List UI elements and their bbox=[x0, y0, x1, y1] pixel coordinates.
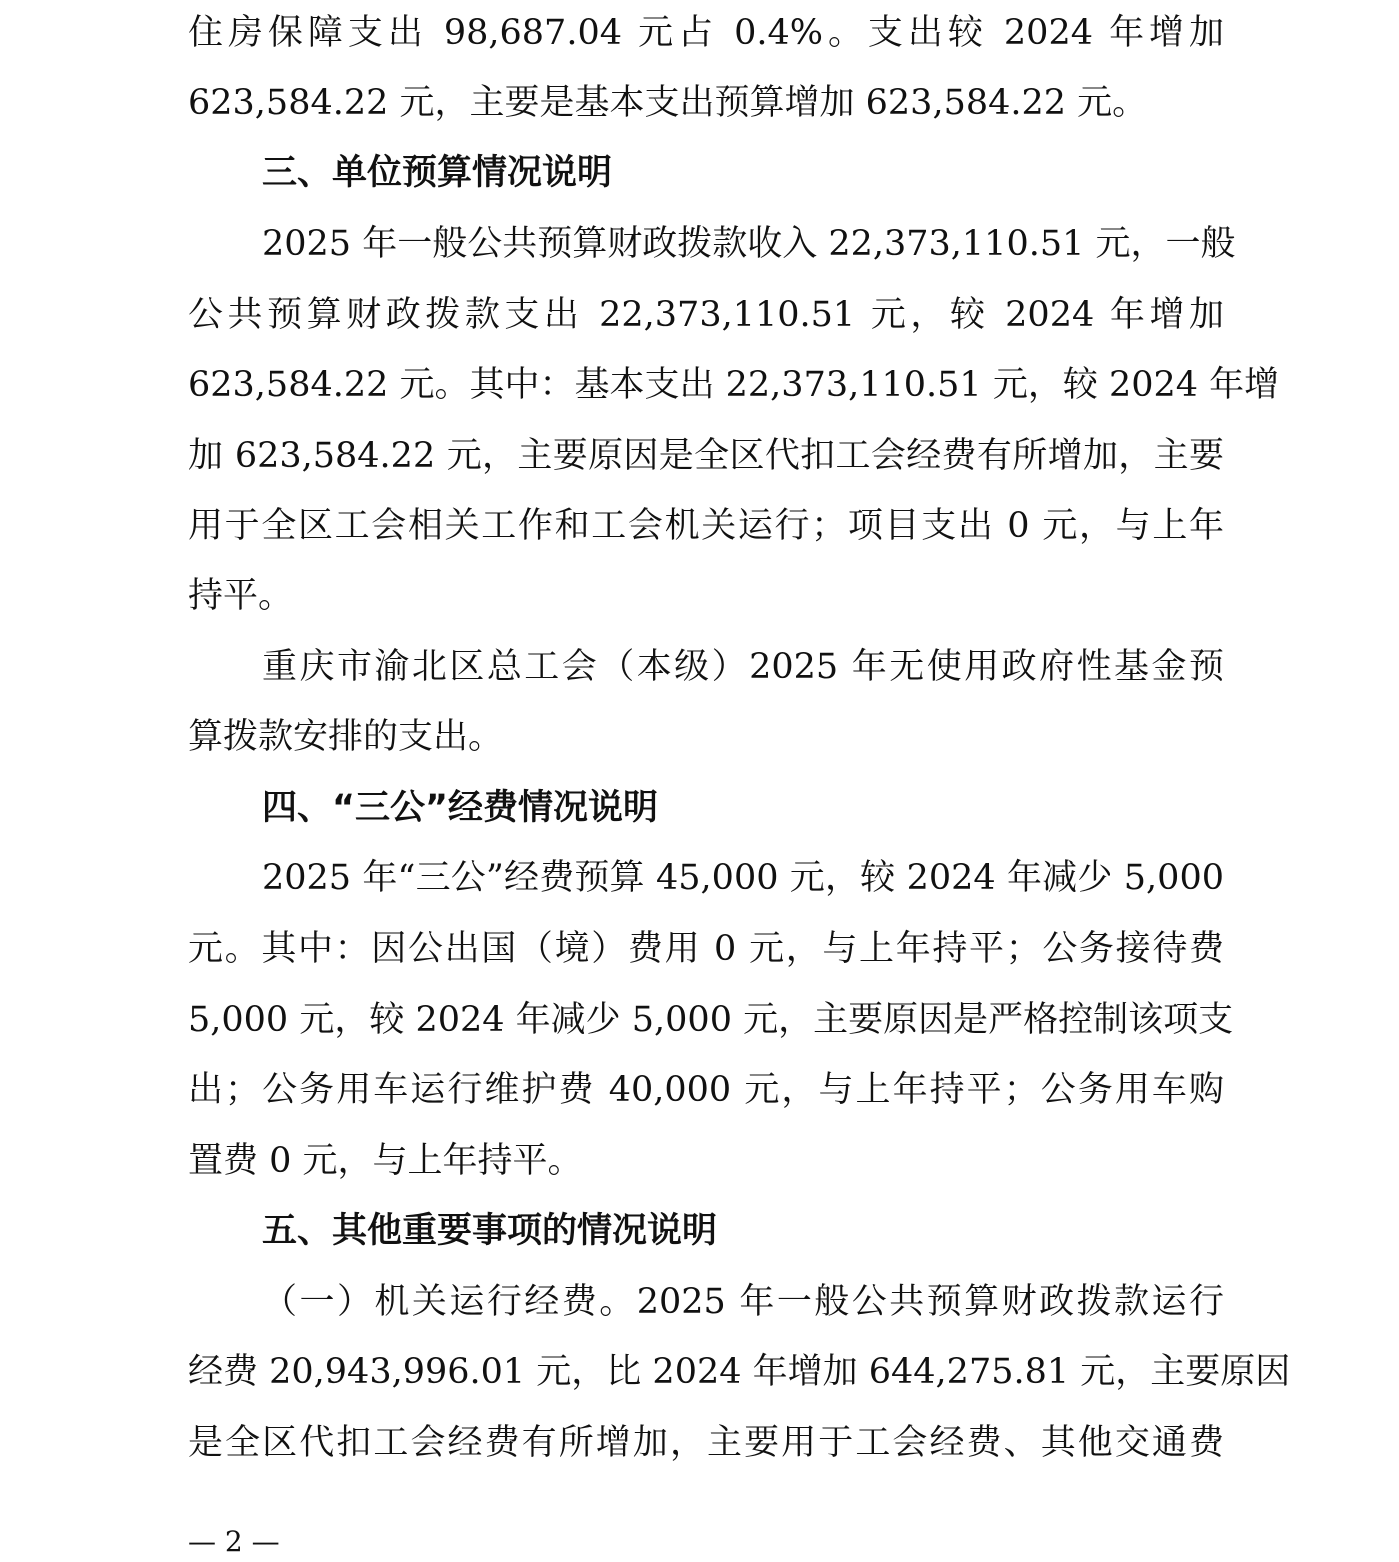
paragraph-line: 2025 年“三公”经费预算 45,000 元，较 2024 年减少 5,000 bbox=[262, 858, 1224, 898]
section-heading-unit-budget: 三、单位预算情况说明 bbox=[262, 153, 613, 193]
paragraph-line: 5,000 元，较 2024 年减少 5,000 元，主要原因是严格控制该项支 bbox=[188, 1000, 1234, 1040]
paragraph-line: 住房保障支出 98,687.04 元占 0.4%。支出较 2024 年增加 bbox=[188, 13, 1224, 53]
page-number: — 2 — bbox=[188, 1525, 280, 1558]
paragraph-line: 公共预算财政拨款支出 22,373,110.51 元，较 2024 年增加 bbox=[188, 295, 1224, 335]
paragraph-line: 经费 20,943,996.01 元，比 2024 年增加 644,275.81 元，主要原因 bbox=[188, 1352, 1291, 1392]
paragraph-line: 2025 年一般公共预算财政拨款收入 22,373,110.51 元，一般 bbox=[262, 224, 1236, 264]
paragraph-line: 加 623,584.22 元，主要原因是全区代扣工会经费有所增加，主要 bbox=[188, 436, 1224, 476]
paragraph-line: 是全区代扣工会经费有所增加，主要用于工会经费、其他交通费 bbox=[188, 1423, 1224, 1463]
paragraph-line: 算拨款安排的支出。 bbox=[188, 717, 504, 757]
paragraph-line: 重庆市渝北区总工会（本级）2025 年无使用政府性基金预 bbox=[262, 647, 1224, 687]
paragraph-line: 元。其中：因公出国（境）费用 0 元，与上年持平；公务接待费 bbox=[188, 929, 1224, 969]
paragraph-line: 623,584.22 元，主要是基本支出预算增加 623,584.22 元。 bbox=[188, 83, 1148, 123]
paragraph-line: 623,584.22 元。其中：基本支出 22,373,110.51 元，较 2024 年增 bbox=[188, 365, 1280, 405]
section-heading-other-matters: 五、其他重要事项的情况说明 bbox=[262, 1211, 718, 1251]
paragraph-line: 持平。 bbox=[188, 576, 294, 616]
section-heading-three-public-expenses: 四、“三公”经费情况说明 bbox=[262, 788, 659, 828]
paragraph-line: 置费 0 元，与上年持平。 bbox=[188, 1141, 583, 1181]
paragraph-line: （一）机关运行经费。2025 年一般公共预算财政拨款运行 bbox=[262, 1282, 1224, 1322]
paragraph-line: 出；公务用车运行维护费 40,000 元，与上年持平；公务用车购 bbox=[188, 1070, 1224, 1110]
paragraph-line: 用于全区工会相关工作和工会机关运行；项目支出 0 元，与上年 bbox=[188, 506, 1224, 546]
